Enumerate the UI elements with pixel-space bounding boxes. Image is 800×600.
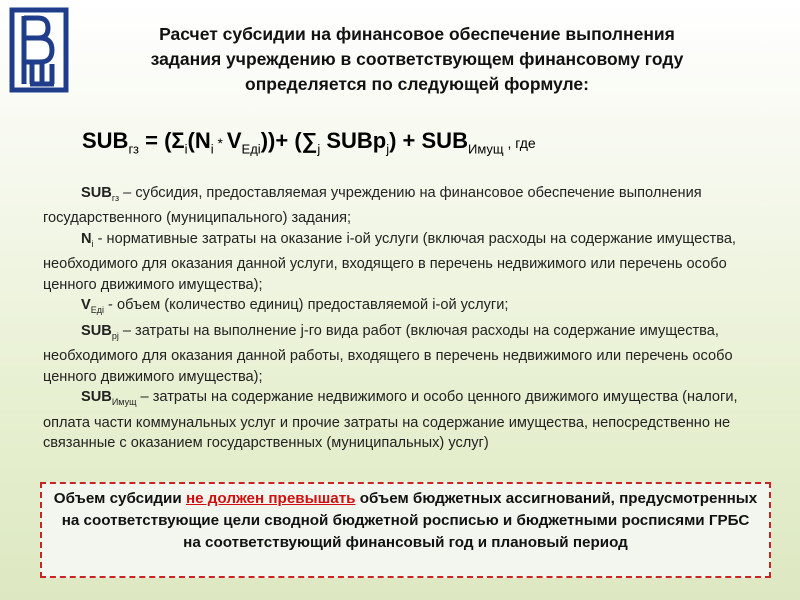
title-line-2: задания учреждению в соответствующем финансовому году [150, 49, 684, 69]
definition-sub-rj: $SUB_{рj}$ – затраты на выполнение j-го вида работ (включая расходы на содержание имущества, необходимого для оказания данной работы, входящего в перечень недвижимого или перечень особо ценного движимого имущества); [43, 322, 733, 385]
subsidy-limit-notice: Объем субсидии не должен превышать объем бюджетных ассигнований, предусмотренных на соответствующие цели сводной бюджетной росписью и бюджетными росписями ГРБС на соответствующий финансовый год и плановый период [40, 482, 771, 578]
formula-definitions [43, 183, 773, 454]
notice-highlight: не должен превышать [185, 490, 356, 507]
title-line-1: Расчет субсидии на финансовое обеспечение выполнения [159, 24, 675, 44]
definition-sub-gz: $SUB_{гз}$ – субсидия, предоставляемая учреждению на финансовое обеспечение выполнения государственного (муниципального) задания; [43, 185, 702, 227]
subsidy-formula: $SUB_{гз} = (\Sigma_i(N_i * V_{Eдi}))+ (\sum_j$ SUBр$_j$) + $SUB_{Имущ}$ , где [82, 128, 536, 157]
definition-n-i: $N_i$ - нормативные затраты на оказание i-ой услуги (включая расходы на содержание имущества, необходимого для оказания данной услуги, входящего в перечень недвижимого или перечень особо ценного движимого имущества); [43, 230, 736, 293]
definition-v-edi: $V_{Eдi}$ - объем (количество единиц) предоставляемой i-ой услуги; [81, 297, 509, 316]
definition-sub-imush: $SUB_{Имущ}$ – затраты на содержание недвижимого и особо ценного движимого имущества (налоги, оплата части коммунальных услуг и прочие затраты на содержание имущества, непосредственно не связанные с оказанием государственных (муниципальных) услуг) [43, 389, 738, 452]
hse-logo [8, 6, 70, 94]
slide-title [72, 22, 762, 97]
title-line-3: определяется по следующей формуле: [245, 74, 589, 94]
